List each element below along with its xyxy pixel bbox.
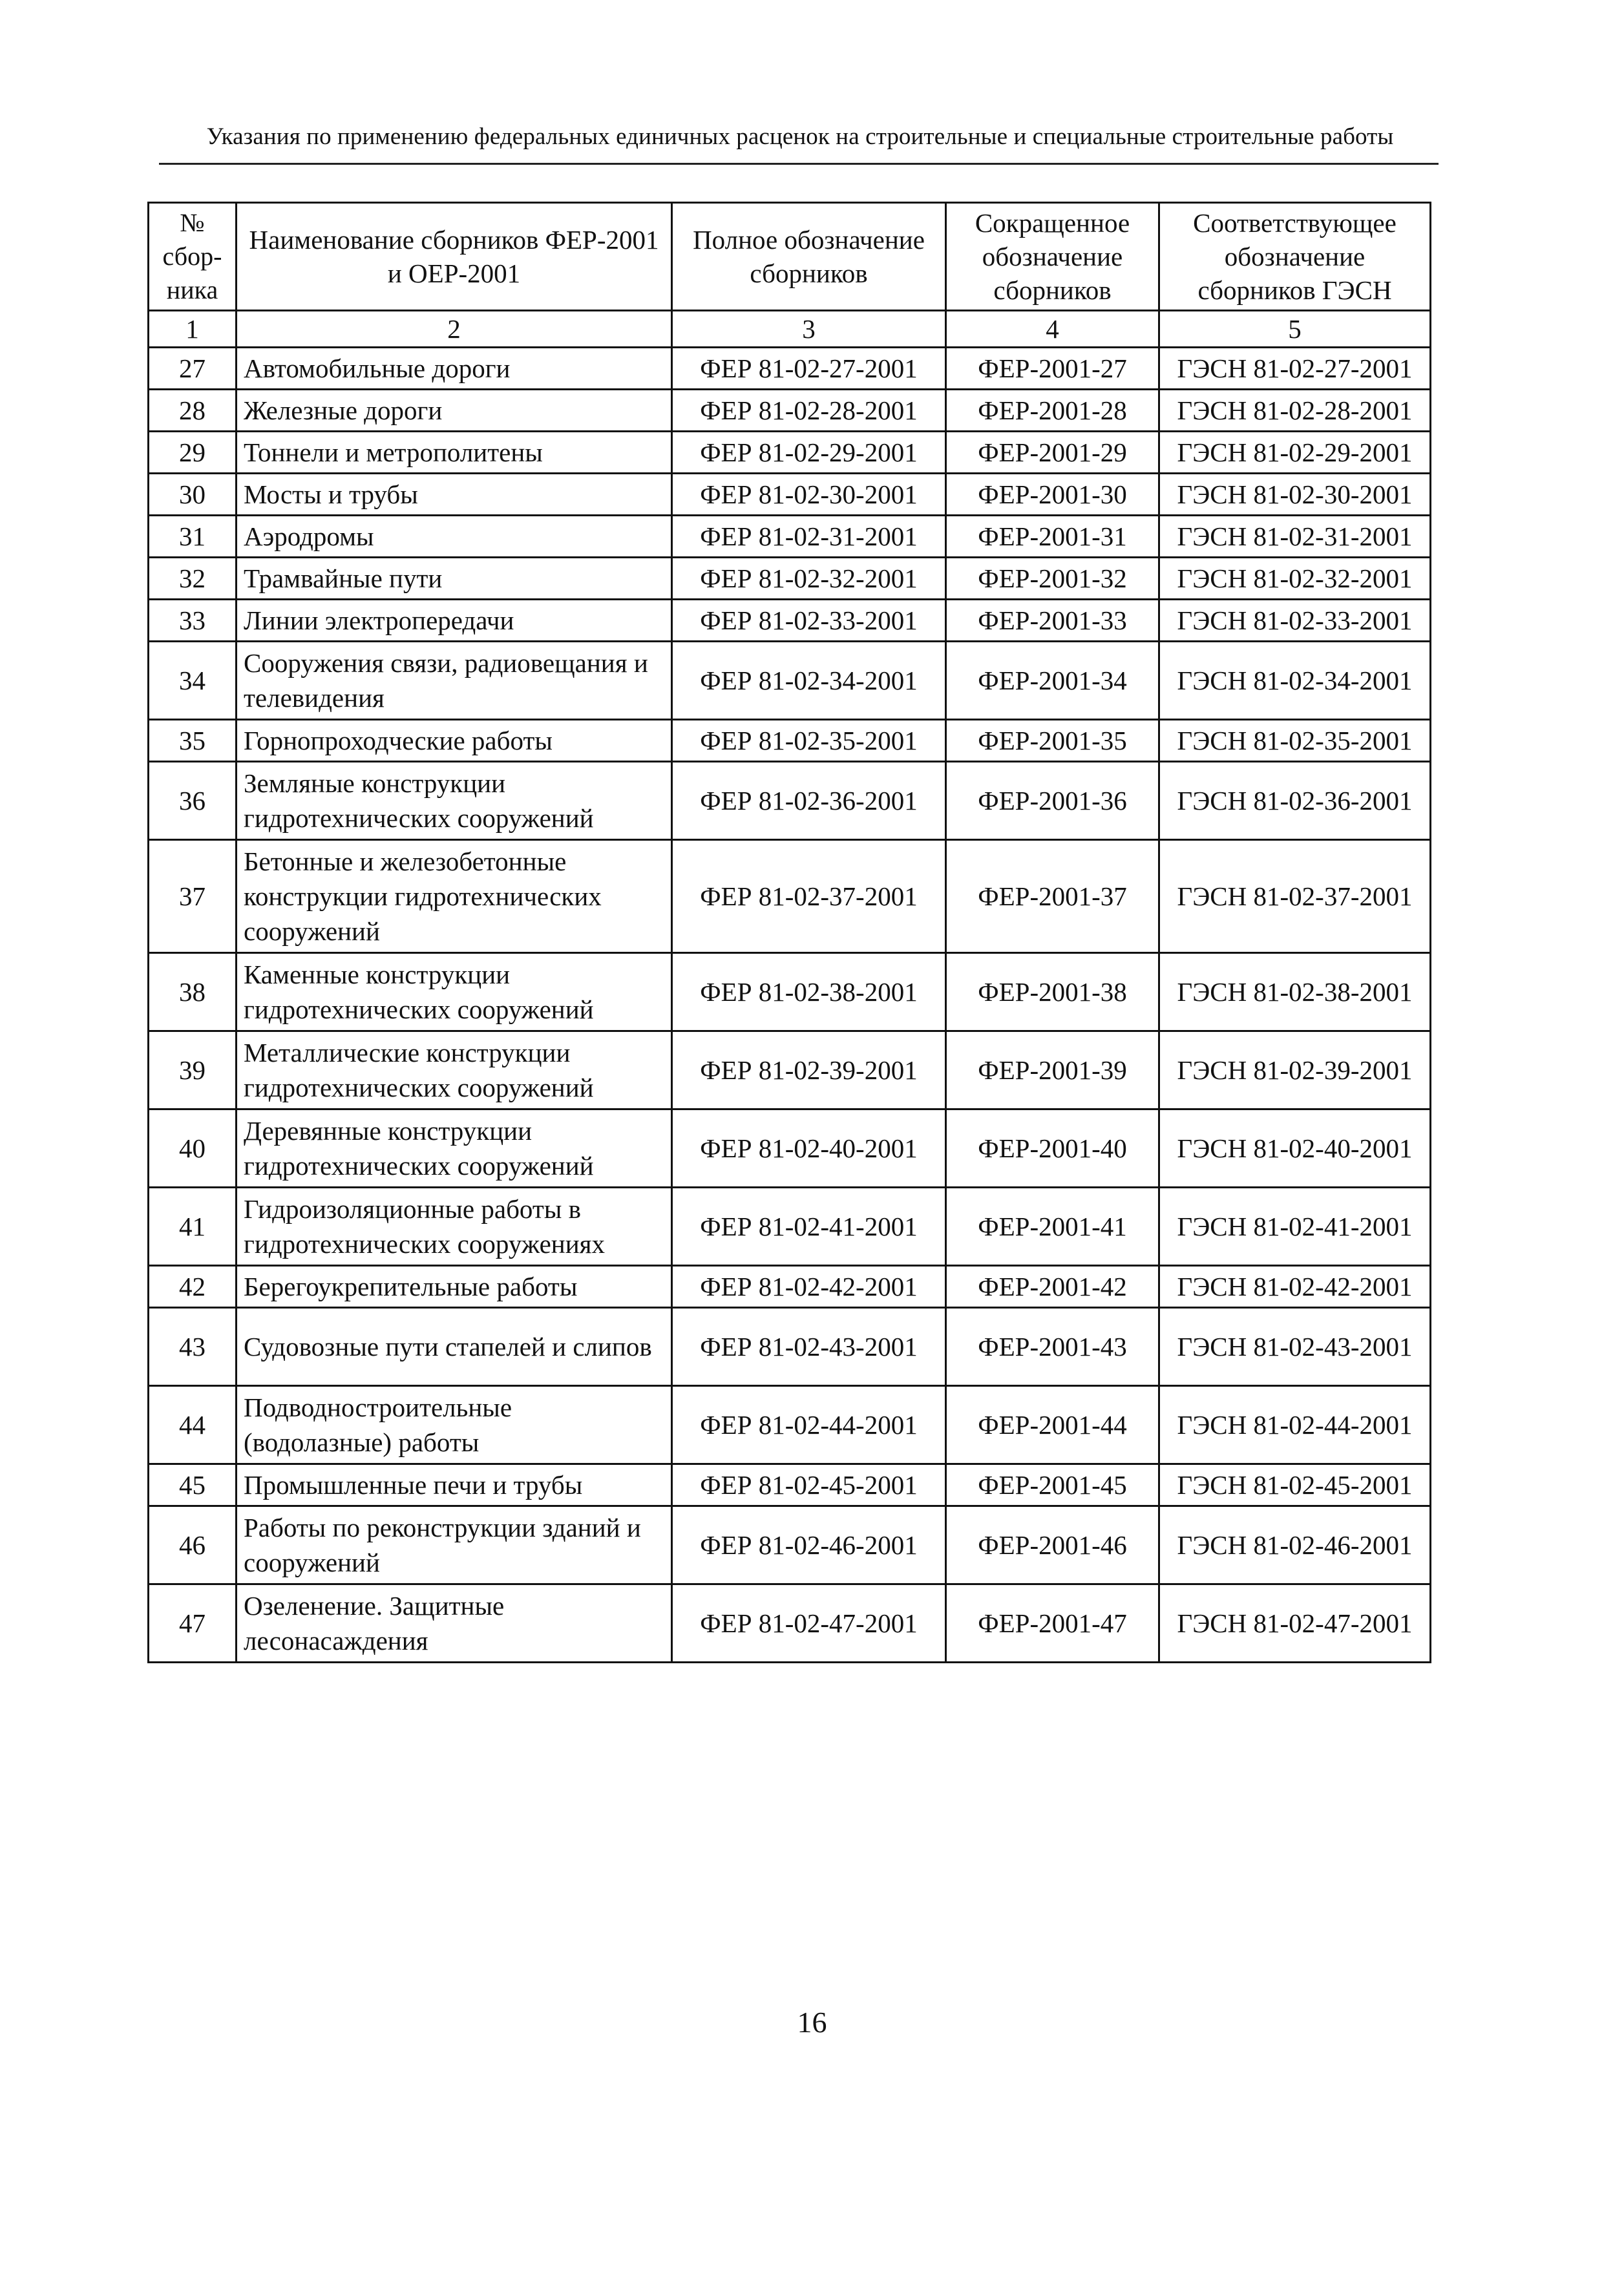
cell-number: 28 [149,390,237,432]
cell-name: Судовозные пути стапелей и слипов [237,1308,672,1386]
cell-number: 42 [149,1266,237,1308]
cell-short-designation: ФЕР-2001-34 [946,642,1159,720]
table-row [149,1266,1431,1308]
table-row [149,1031,1431,1109]
cell-number: 43 [149,1308,237,1386]
page-number: 16 [797,2006,827,2039]
cell-gesn-designation: ГЭСН 81-02-47-2001 [1159,1584,1431,1663]
cell-name: Сооружения связи, радиовещания и телевидения [237,642,672,720]
header-collection-number: № сбор-ника [149,203,237,311]
cell-full-designation: ФЕР 81-02-37-2001 [672,840,946,953]
cell-full-designation: ФЕР 81-02-39-2001 [672,1031,946,1109]
header-collection-name: Наименование сборников ФЕР-2001 и ОЕР-2001 [237,203,672,311]
cell-name: Аэродромы [237,516,672,558]
cell-name: Озеленение. Защитные лесонасаждения [237,1584,672,1663]
table-row [149,1506,1431,1584]
cell-number: 40 [149,1109,237,1188]
table-row [149,348,1431,390]
cell-gesn-designation: ГЭСН 81-02-36-2001 [1159,762,1431,840]
cell-full-designation: ФЕР 81-02-29-2001 [672,432,946,474]
cell-full-designation: ФЕР 81-02-41-2001 [672,1188,946,1266]
column-number: 4 [946,311,1159,348]
cell-name: Промышленные печи и трубы [237,1464,672,1506]
table-row [149,762,1431,840]
cell-short-designation: ФЕР-2001-33 [946,600,1159,642]
table-row [149,1584,1431,1663]
cell-gesn-designation: ГЭСН 81-02-32-2001 [1159,558,1431,600]
table-row [149,600,1431,642]
cell-full-designation: ФЕР 81-02-33-2001 [672,600,946,642]
cell-gesn-designation: ГЭСН 81-02-41-2001 [1159,1188,1431,1266]
cell-gesn-designation: ГЭСН 81-02-39-2001 [1159,1031,1431,1109]
cell-full-designation: ФЕР 81-02-45-2001 [672,1464,946,1506]
cell-full-designation: ФЕР 81-02-28-2001 [672,390,946,432]
cell-name: Автомобильные дороги [237,348,672,390]
cell-full-designation: ФЕР 81-02-47-2001 [672,1584,946,1663]
cell-name: Деревянные конструкции гидротехнических сооружений [237,1109,672,1188]
cell-short-designation: ФЕР-2001-37 [946,840,1159,953]
table-row [149,516,1431,558]
cell-name: Мосты и трубы [237,474,672,516]
cell-name: Тоннели и метрополитены [237,432,672,474]
cell-name: Каменные конструкции гидротехнических сооружений [237,953,672,1031]
cell-short-designation: ФЕР-2001-32 [946,558,1159,600]
cell-gesn-designation: ГЭСН 81-02-27-2001 [1159,348,1431,390]
header-rule [159,163,1439,165]
cell-name: Подводностроительные (водолазные) работы [237,1386,672,1464]
column-number: 2 [237,311,672,348]
cell-name: Берегоукрепительные работы [237,1266,672,1308]
cell-name: Работы по реконструкции зданий и сооружений [237,1506,672,1584]
cell-gesn-designation: ГЭСН 81-02-37-2001 [1159,840,1431,953]
table-body [149,348,1431,1663]
cell-short-designation: ФЕР-2001-39 [946,1031,1159,1109]
cell-name: Земляные конструкции гидротехнических сооружений [237,762,672,840]
cell-full-designation: ФЕР 81-02-42-2001 [672,1266,946,1308]
cell-full-designation: ФЕР 81-02-36-2001 [672,762,946,840]
cell-number: 45 [149,1464,237,1506]
column-number: 3 [672,311,946,348]
cell-short-designation: ФЕР-2001-29 [946,432,1159,474]
cell-name: Гидроизоляционные работы в гидротехнических сооружениях [237,1188,672,1266]
cell-short-designation: ФЕР-2001-38 [946,953,1159,1031]
cell-name: Металлические конструкции гидротехнических сооружений [237,1031,672,1109]
header-gesn-designation: Соответствующее обозначение сборников ГЭСН [1159,203,1431,311]
cell-name: Железные дороги [237,390,672,432]
cell-number: 38 [149,953,237,1031]
table-row [149,432,1431,474]
cell-number: 47 [149,1584,237,1663]
cell-gesn-designation: ГЭСН 81-02-43-2001 [1159,1308,1431,1386]
cell-number: 34 [149,642,237,720]
table-row [149,390,1431,432]
header-full-designation: Полное обозначение сборников [672,203,946,311]
cell-gesn-designation: ГЭСН 81-02-40-2001 [1159,1109,1431,1188]
cell-short-designation: ФЕР-2001-46 [946,1506,1159,1584]
cell-short-designation: ФЕР-2001-45 [946,1464,1159,1506]
cell-full-designation: ФЕР 81-02-40-2001 [672,1109,946,1188]
column-number: 1 [149,311,237,348]
cell-full-designation: ФЕР 81-02-27-2001 [672,348,946,390]
cell-number: 46 [149,1506,237,1584]
table-header [149,203,1431,348]
table-row [149,1464,1431,1506]
cell-short-designation: ФЕР-2001-31 [946,516,1159,558]
cell-short-designation: ФЕР-2001-30 [946,474,1159,516]
collections-table [147,202,1431,1663]
cell-gesn-designation: ГЭСН 81-02-33-2001 [1159,600,1431,642]
table-row [149,558,1431,600]
cell-number: 27 [149,348,237,390]
cell-number: 44 [149,1386,237,1464]
cell-short-designation: ФЕР-2001-35 [946,720,1159,762]
cell-full-designation: ФЕР 81-02-38-2001 [672,953,946,1031]
cell-number: 41 [149,1188,237,1266]
cell-name: Линии электропередачи [237,600,672,642]
cell-number: 35 [149,720,237,762]
table-row [149,1188,1431,1266]
table-row [149,840,1431,953]
cell-gesn-designation: ГЭСН 81-02-45-2001 [1159,1464,1431,1506]
cell-name: Бетонные и железобетонные конструкции гидротехнических сооружений [237,840,672,953]
cell-full-designation: ФЕР 81-02-32-2001 [672,558,946,600]
cell-gesn-designation: ГЭСН 81-02-31-2001 [1159,516,1431,558]
cell-number: 32 [149,558,237,600]
running-header: Указания по применению федеральных единичных расценок на строительные и специальные строительные работы [206,123,1394,150]
cell-short-designation: ФЕР-2001-36 [946,762,1159,840]
cell-number: 30 [149,474,237,516]
cell-short-designation: ФЕР-2001-47 [946,1584,1159,1663]
cell-gesn-designation: ГЭСН 81-02-38-2001 [1159,953,1431,1031]
column-number: 5 [1159,311,1431,348]
column-number-row [149,311,1431,348]
cell-short-designation: ФЕР-2001-43 [946,1308,1159,1386]
cell-short-designation: ФЕР-2001-27 [946,348,1159,390]
cell-full-designation: ФЕР 81-02-44-2001 [672,1386,946,1464]
cell-full-designation: ФЕР 81-02-31-2001 [672,516,946,558]
cell-short-designation: ФЕР-2001-41 [946,1188,1159,1266]
cell-full-designation: ФЕР 81-02-34-2001 [672,642,946,720]
table-row [149,720,1431,762]
cell-number: 39 [149,1031,237,1109]
cell-gesn-designation: ГЭСН 81-02-29-2001 [1159,432,1431,474]
cell-short-designation: ФЕР-2001-42 [946,1266,1159,1308]
cell-number: 33 [149,600,237,642]
cell-gesn-designation: ГЭСН 81-02-35-2001 [1159,720,1431,762]
cell-name: Трамвайные пути [237,558,672,600]
table-row [149,474,1431,516]
header-short-designation: Сокращенное обозначение сборников [946,203,1159,311]
cell-number: 37 [149,840,237,953]
table-row [149,642,1431,720]
cell-full-designation: ФЕР 81-02-30-2001 [672,474,946,516]
cell-gesn-designation: ГЭСН 81-02-30-2001 [1159,474,1431,516]
cell-full-designation: ФЕР 81-02-46-2001 [672,1506,946,1584]
cell-number: 29 [149,432,237,474]
table-row [149,1109,1431,1188]
cell-full-designation: ФЕР 81-02-35-2001 [672,720,946,762]
table-row [149,953,1431,1031]
cell-gesn-designation: ГЭСН 81-02-34-2001 [1159,642,1431,720]
table-row [149,1308,1431,1386]
cell-short-designation: ФЕР-2001-44 [946,1386,1159,1464]
cell-short-designation: ФЕР-2001-28 [946,390,1159,432]
table-row [149,1386,1431,1464]
cell-gesn-designation: ГЭСН 81-02-28-2001 [1159,390,1431,432]
cell-full-designation: ФЕР 81-02-43-2001 [672,1308,946,1386]
cell-gesn-designation: ГЭСН 81-02-46-2001 [1159,1506,1431,1584]
cell-gesn-designation: ГЭСН 81-02-42-2001 [1159,1266,1431,1308]
cell-short-designation: ФЕР-2001-40 [946,1109,1159,1188]
cell-name: Горнопроходческие работы [237,720,672,762]
cell-gesn-designation: ГЭСН 81-02-44-2001 [1159,1386,1431,1464]
cell-number: 36 [149,762,237,840]
cell-number: 31 [149,516,237,558]
header-row [149,203,1431,311]
